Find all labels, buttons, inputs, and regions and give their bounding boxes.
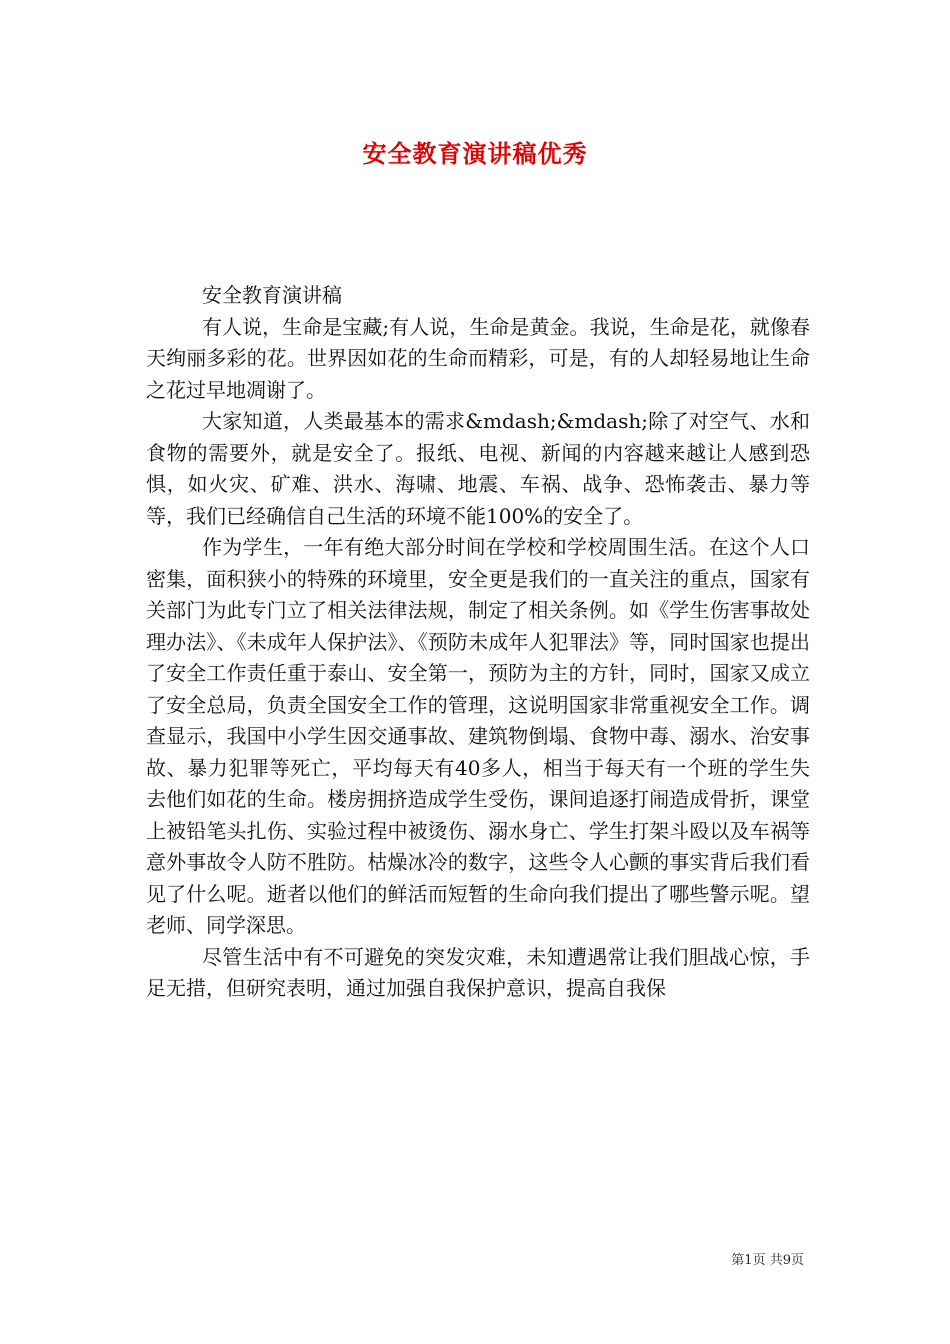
page-label-prefix: 第 xyxy=(731,1253,745,1268)
total-pages-number: 9 xyxy=(782,1253,791,1268)
document-subtitle: 安全教育演讲稿 xyxy=(202,283,342,307)
paragraph-3: 作为学生，一年有绝大部分时间在学校和学校周围生活。在这个人口密集，面积狭小的特殊的环境里，安全更是我们的一直关注的重点，国家有关部门为此专门立了相关法律法规，制定了相关条例。如《学生伤害事故处理办法》、《未成年人保护法》、《预防未成年人犯罪法》等，同时国家也提出了安全工作责任重于泰山、安全第一，预防为主的方针，同时，国家又成立了安全总局，负责全国安全工作的管理，这说明国家非常重视安全工作。调查显示，我国中小学生因交通事故、建筑物倒塌、食物中毒、溺水、治安事故、暴力犯罪等死亡，平均每天有40多人，相当于每天有一个班的学生失去他们如花的生命。楼房拥挤造成学生受伤，课间追逐打闹造成骨折，课堂上被铅笔头扎伤、实验过程中被烫伤、溺水身亡、学生打架斗殴以及车祸等意外事故令人防不胜防。枯燥冰冷的数字，这些令人心颤的事实背后我们看见了什么呢。逝者以他们的鲜活而短暂的生命向我们提出了哪些警示呢。望老师、同学深思。 xyxy=(146,535,810,937)
page-footer xyxy=(731,1249,804,1268)
paragraph-1: 有人说，生命是宝藏;有人说，生命是黄金。我说，生命是花，就像春天绚丽多彩的花。世界因如花的生命而精彩，可是，有的人却轻易地让生命之花过早地凋谢了。 xyxy=(146,314,810,402)
document-title: 安全教育演讲稿优秀 xyxy=(362,139,588,168)
page-label-suffix: 页 xyxy=(790,1253,804,1268)
current-page-number: 1 xyxy=(744,1253,753,1268)
paragraph-4: 尽管生活中有不可避免的突发灾难，未知遭遇常让我们胆战心惊，手足无措，但研究表明，通过加强自我保护意识，提高自我保 xyxy=(146,944,810,1000)
paragraph-2: 大家知道，人类最基本的需求&mdash;&mdash;除了对空气、水和食物的需要外，就是安全了。报纸、电视、新闻的内容越来越让人感到恐惧，如火灾、矿难、洪水、海啸、地震、车祸、战争、恐怖袭击、暴力等等，我们已经确信自己生活的环境不能100%的安全了。 xyxy=(146,409,810,528)
document-body xyxy=(146,280,810,1005)
page-label-middle: 页 共 xyxy=(752,1253,783,1268)
